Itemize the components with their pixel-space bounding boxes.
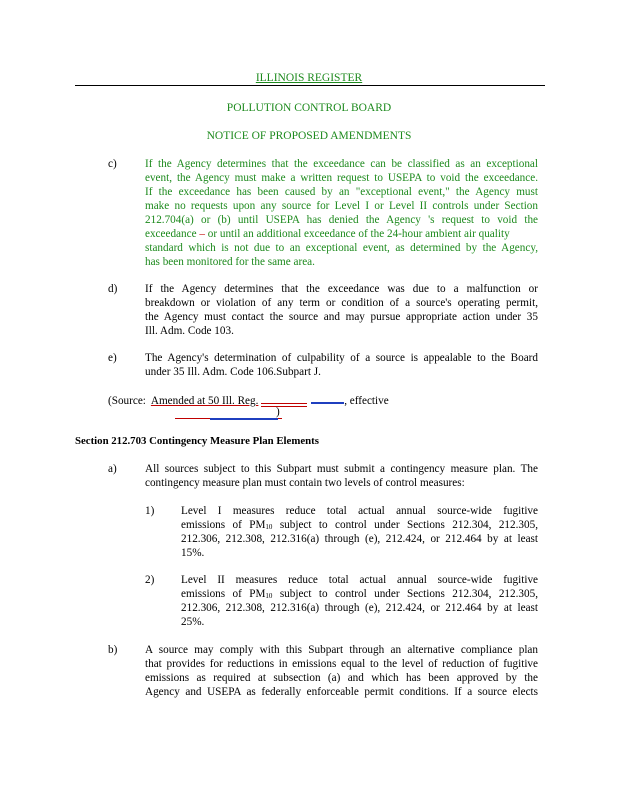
sub-2-line xyxy=(181,587,538,601)
para-e xyxy=(145,351,538,379)
sub-2 xyxy=(181,573,538,629)
sub-2-label: 2) xyxy=(145,574,155,586)
pm-rest: subject to control under Sections 212.304, 212.305, xyxy=(272,588,538,600)
para-d-label: d) xyxy=(108,283,118,295)
sub-1-line: 212.306, 212.308, 212.316(a) through (e), 212.424, or 212.464 by at least xyxy=(181,533,538,545)
para-d-line: Ill. Adm. Code 103. xyxy=(145,325,234,337)
source-prefix: (Source: xyxy=(108,395,146,407)
sub-2-line: 212.306, 212.308, 212.316(a) through (e), 212.424, or 212.464 by at least xyxy=(181,602,538,614)
para-b-line: Agency and USEPA as federally enforceable permit conditions. If a source elects xyxy=(145,686,538,698)
sub-1 xyxy=(181,504,538,560)
para-e-line: The Agency's determination of culpability of a source is appealable to the Board xyxy=(145,352,538,364)
para-d-line: the Agency must contact the source and may pursue appropriate action under 35 xyxy=(145,311,538,323)
para-c-line: If the exceedance has been caused by an "exceptional event," the Agency must xyxy=(145,186,538,198)
para-c-line-text: exceedance xyxy=(145,228,197,240)
para-c-label: c) xyxy=(108,158,117,170)
date-blank xyxy=(311,393,344,404)
para-a xyxy=(145,462,538,490)
para-c xyxy=(145,157,538,269)
para-a-line: contingency measure plan must contain two levels of control measures: xyxy=(145,477,465,489)
para-c-line: has been monitored for the same area. xyxy=(145,256,315,268)
source-close-paren: ) xyxy=(276,406,280,418)
para-c-line-text: or until an additional exceedance of the 24-hour ambient air quality xyxy=(207,228,510,240)
para-b-line: A source may comply with this Subpart through an alternative compliance plan xyxy=(145,644,538,656)
para-b-line: emissions as required at subsection (a) and which has been approved by the xyxy=(145,672,538,684)
source-suffix: , effective xyxy=(344,395,389,407)
para-a-line: All sources subject to this Subpart must submit a contingency measure plan. The xyxy=(145,463,538,475)
board-title: POLLUTION CONTROL BOARD xyxy=(226,102,392,114)
source-note xyxy=(108,393,389,408)
para-b xyxy=(145,643,538,699)
para-d-line: breakdown or violation of any term or condition of a source's operating permit, xyxy=(145,297,538,309)
para-d xyxy=(145,282,538,338)
header-rule xyxy=(75,85,545,86)
para-c-line: If the Agency determines that the exceedance can be classified as an exceptional xyxy=(145,158,538,170)
pm-rest: subject to control under Sections 212.304, 212.305, xyxy=(272,519,538,531)
register-page-blank xyxy=(261,395,307,404)
para-e-line: under 35 Ill. Adm. Code 106.Subpart J. xyxy=(145,366,321,378)
para-b-line: that provides for reductions in emissions equal to the level of reduction of fugitive xyxy=(145,658,538,670)
para-c-line: make no requests upon any source for Level I or Level II controls under Section xyxy=(145,200,538,212)
para-a-label: a) xyxy=(108,463,117,475)
source-amended: Amended at 50 Ill. Reg. xyxy=(150,395,259,407)
para-c-line: event, the Agency must make a written request to USEPA to void the exceedance. xyxy=(145,172,538,184)
section-heading: Section 212.703 Contingency Measure Plan Elements xyxy=(75,435,319,447)
para-c-line: 212.704(a) or (b) until USEPA has denied the Agency 's request to void the xyxy=(145,214,538,226)
para-c-line: standard which is not due to an exceptional event, as determined by the Agency, xyxy=(145,242,538,254)
sub-1-label: 1) xyxy=(145,505,155,517)
sub-2-line: 25%. xyxy=(181,616,205,628)
sub-1-line xyxy=(181,518,538,532)
deletion-dash: – xyxy=(199,228,205,240)
sub-2-line: Level II measures reduce total actual annual source-wide fugitive xyxy=(181,574,538,586)
notice-title: NOTICE OF PROPOSED AMENDMENTS xyxy=(206,130,412,142)
para-d-line: If the Agency determines that the exceedance was due to a malfunction or xyxy=(145,283,538,295)
para-e-label: e) xyxy=(108,352,117,364)
para-b-label: b) xyxy=(108,644,118,656)
sub-1-line: Level I measures reduce total actual annual source-wide fugitive xyxy=(181,505,538,517)
effective-date-blank xyxy=(210,418,278,420)
pm-text: emissions of PM xyxy=(181,588,266,600)
pm-text: emissions of PM xyxy=(181,519,266,531)
register-title: ILLINOIS REGISTER xyxy=(255,72,363,84)
pm-subscript: 10 xyxy=(265,523,273,531)
sub-1-line: 15%. xyxy=(181,547,205,559)
para-c-line xyxy=(145,227,538,241)
pm-subscript: 10 xyxy=(265,592,273,600)
